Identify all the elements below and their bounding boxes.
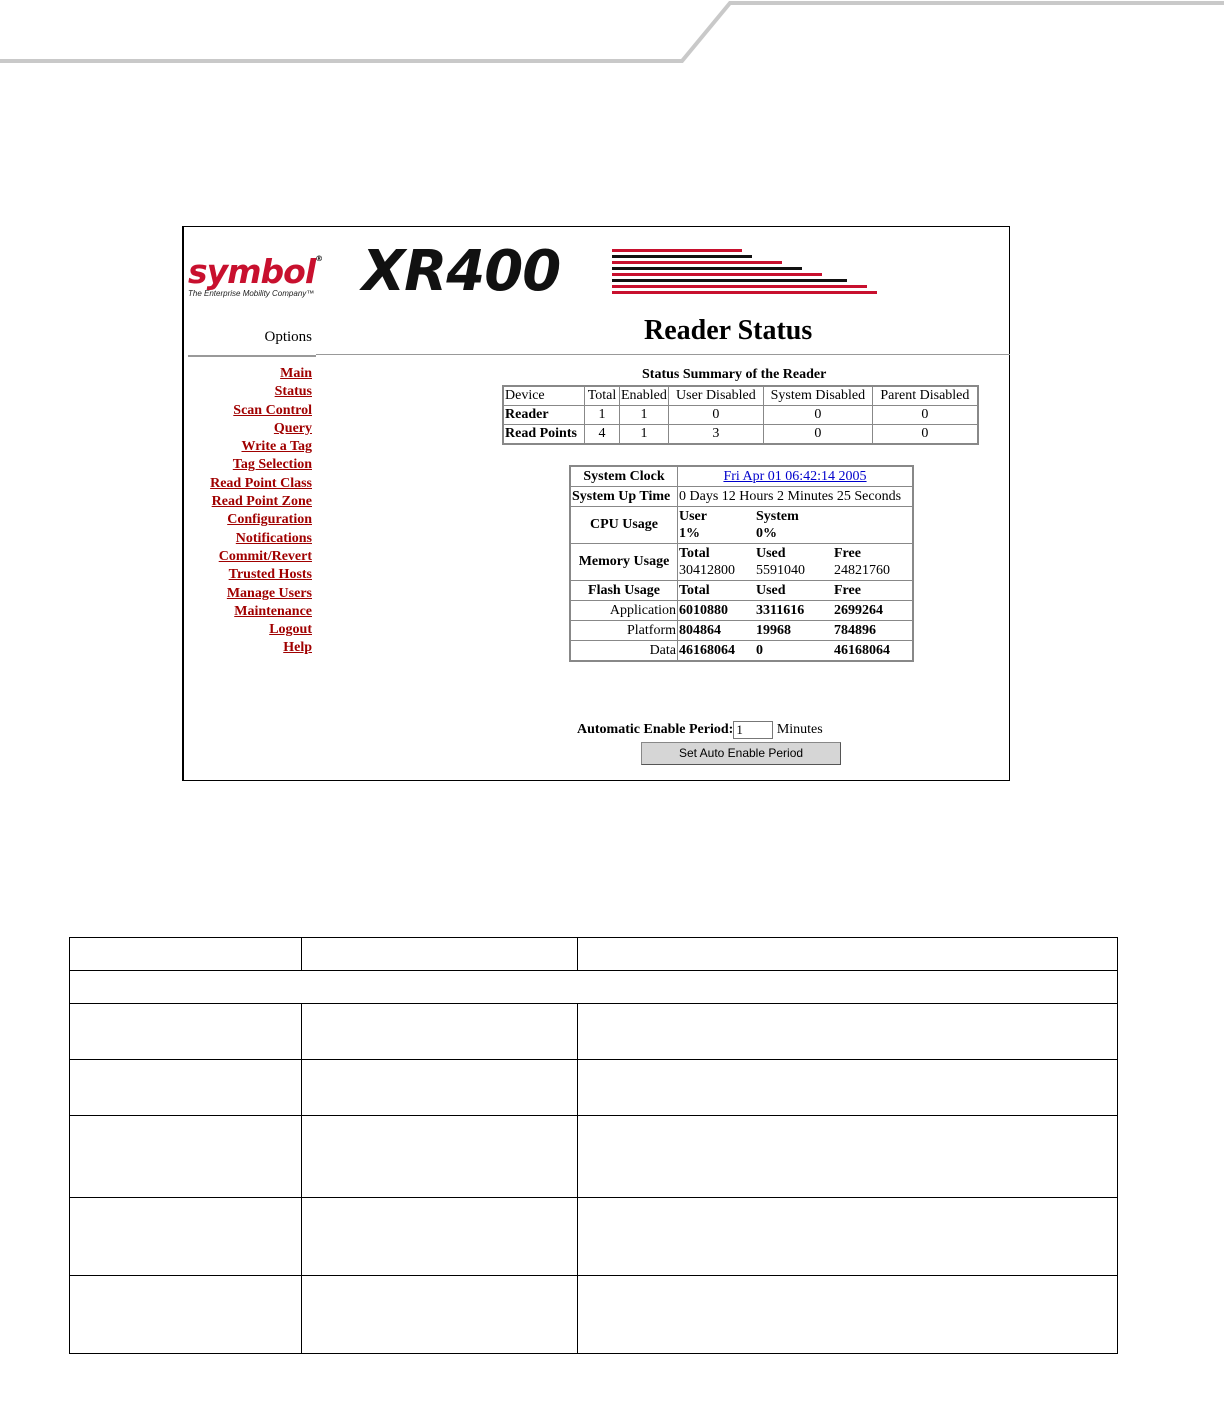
auto-enable-unit: Minutes — [776, 722, 823, 738]
system-info-table — [569, 465, 914, 662]
column-header: System Disabled — [763, 386, 872, 406]
flash-row-values — [678, 621, 914, 641]
divider-left — [188, 355, 316, 357]
flash-used: 0 — [756, 642, 763, 658]
table-cell — [70, 938, 302, 971]
nav-link-manage-users[interactable]: Manage Users — [226, 585, 312, 601]
logo-company-name: symbol — [188, 252, 316, 291]
symbol-logo — [188, 252, 356, 300]
system-clock-cell — [678, 466, 914, 487]
table-cell: 0 — [668, 406, 763, 425]
system-clock-label: System Clock — [570, 466, 678, 487]
table-cell — [70, 1004, 302, 1060]
memory-used-label: Used — [756, 546, 786, 561]
nav-link-read-point-zone[interactable]: Read Point Zone — [211, 494, 312, 510]
registered-mark: ® — [315, 254, 323, 263]
flash-free-label: Free — [834, 582, 861, 598]
table-row — [570, 641, 913, 662]
nav-link-commit-revert[interactable]: Commit/Revert — [218, 548, 312, 564]
nav-link-main[interactable]: Main — [280, 366, 312, 381]
cpu-usage-cell — [678, 507, 914, 544]
flash-total: 804864 — [679, 622, 721, 638]
table-cell: 0 — [872, 425, 978, 445]
nav-link-tag-selection[interactable]: Tag Selection — [232, 457, 312, 473]
table-cell — [70, 1198, 302, 1276]
table-cell — [302, 1198, 578, 1276]
table-row — [70, 1004, 1118, 1060]
auto-enable-row — [577, 721, 823, 739]
nav-link-configuration[interactable]: Configuration — [227, 512, 312, 528]
flash-total: 6010880 — [679, 602, 728, 618]
table-header-row — [503, 386, 978, 406]
flash-used-label: Used — [756, 582, 786, 598]
flash-used: 19968 — [756, 622, 791, 638]
nav-link-maintenance[interactable]: Maintenance — [234, 603, 312, 619]
memory-usage-label: Memory Usage — [570, 544, 678, 581]
table-row — [570, 601, 913, 621]
table-cell — [578, 1276, 1118, 1354]
table-cell — [302, 938, 578, 971]
flash-usage-label: Flash Usage — [570, 581, 678, 601]
nav-link-notifications[interactable]: Notifications — [235, 530, 312, 546]
flash-free: 784896 — [834, 622, 876, 638]
table-cell: Reader — [503, 406, 585, 425]
column-header: Device — [503, 386, 585, 406]
uptime-label: System Up Time — [570, 487, 678, 507]
nav-link-status[interactable]: Status — [274, 384, 312, 400]
table-row — [70, 1060, 1118, 1116]
flash-total: 46168064 — [679, 642, 735, 658]
table-row — [570, 487, 913, 507]
table-row — [570, 466, 913, 487]
table-row — [570, 507, 913, 544]
table-cell: 3 — [668, 425, 763, 445]
memory-used: 5591040 — [756, 563, 805, 578]
status-summary-title: Status Summary of the Reader — [642, 367, 827, 382]
table-row — [70, 1198, 1118, 1276]
table-cell — [578, 1004, 1118, 1060]
flash-header-cell — [678, 581, 914, 601]
table-cell — [578, 1060, 1118, 1116]
logo-tagline: The Enterprise Mobility Company™ — [188, 289, 315, 298]
table-cell — [302, 1060, 578, 1116]
page-title: Reader Status — [644, 315, 813, 346]
auto-enable-label: Automatic Enable Period: — [577, 722, 734, 738]
table-cell — [302, 1116, 578, 1198]
table-cell — [578, 938, 1118, 971]
document-table — [69, 937, 1118, 1354]
table-cell — [70, 1060, 302, 1116]
table-cell: 0 — [872, 406, 978, 425]
table-cell — [302, 1004, 578, 1060]
flash-row-values — [678, 601, 914, 621]
table-cell: 1 — [620, 425, 669, 445]
uptime-value: 0 Days 12 Hours 2 Minutes 25 Seconds — [678, 487, 914, 507]
table-row — [70, 938, 1118, 971]
table-row — [70, 971, 1118, 1004]
table-cell — [302, 1276, 578, 1354]
auto-enable-period-input[interactable] — [733, 721, 773, 739]
table-cell: 1 — [620, 406, 669, 425]
column-header: Enabled — [620, 386, 669, 406]
table-row — [570, 621, 913, 641]
table-row — [503, 425, 978, 445]
nav-link-scan-control[interactable]: Scan Control — [233, 402, 312, 418]
system-clock-link[interactable]: Fri Apr 01 06:42:14 2005 — [723, 468, 867, 484]
divider-right — [316, 354, 1010, 355]
set-auto-enable-period-button[interactable]: Set Auto Enable Period — [641, 742, 841, 765]
table-cell — [70, 1116, 302, 1198]
cpu-user-value: 1% — [679, 526, 700, 541]
flash-used: 3311616 — [756, 602, 805, 618]
table-cell: 0 — [763, 425, 872, 445]
nav-link-help[interactable]: Help — [283, 640, 312, 656]
cpu-user-label: User — [679, 509, 707, 524]
table-row — [70, 1116, 1118, 1198]
page-header-decoration — [0, 0, 1224, 70]
flash-total-label: Total — [679, 582, 710, 598]
xr400-stripes-icon — [612, 249, 882, 297]
nav-link-trusted-hosts[interactable]: Trusted Hosts — [228, 567, 312, 583]
memory-free: 24821760 — [834, 563, 890, 578]
flash-row-label: Data — [570, 641, 678, 662]
flash-row-values — [678, 641, 914, 662]
table-cell: 4 — [585, 425, 620, 445]
cpu-system-value: 0% — [756, 526, 777, 541]
table-cell: 0 — [763, 406, 872, 425]
table-row — [70, 1276, 1118, 1354]
memory-total: 30412800 — [679, 563, 735, 578]
cpu-usage-label: CPU Usage — [570, 507, 678, 544]
column-header: Total — [585, 386, 620, 406]
table-row — [503, 406, 978, 425]
table-cell — [578, 1198, 1118, 1276]
cpu-system-label: System — [756, 509, 799, 524]
flash-row-label: Application — [570, 601, 678, 621]
nav-link-logout[interactable]: Logout — [269, 622, 312, 638]
flash-free: 2699264 — [834, 602, 883, 618]
table-cell — [70, 1276, 302, 1354]
options-label: Options — [264, 329, 312, 345]
nav-link-write-a-tag[interactable]: Write a Tag — [241, 439, 312, 455]
status-summary-table — [502, 385, 979, 445]
table-cell: 1 — [585, 406, 620, 425]
column-header: User Disabled — [668, 386, 763, 406]
memory-free-label: Free — [834, 546, 861, 561]
table-row — [570, 544, 913, 581]
memory-total-label: Total — [679, 546, 710, 561]
flash-free: 46168064 — [834, 642, 890, 658]
reader-status-screenshot — [182, 226, 1010, 781]
table-row — [570, 581, 913, 601]
table-cell — [578, 1116, 1118, 1198]
nav-link-query[interactable]: Query — [273, 420, 312, 436]
options-nav — [184, 365, 312, 658]
column-header: Parent Disabled — [872, 386, 978, 406]
flash-row-label: Platform — [570, 621, 678, 641]
memory-usage-cell — [678, 544, 914, 581]
table-cell — [70, 971, 1118, 1004]
table-cell: Read Points — [503, 425, 585, 445]
product-name: XR400 — [362, 239, 561, 304]
nav-link-read-point-class[interactable]: Read Point Class — [210, 475, 312, 491]
